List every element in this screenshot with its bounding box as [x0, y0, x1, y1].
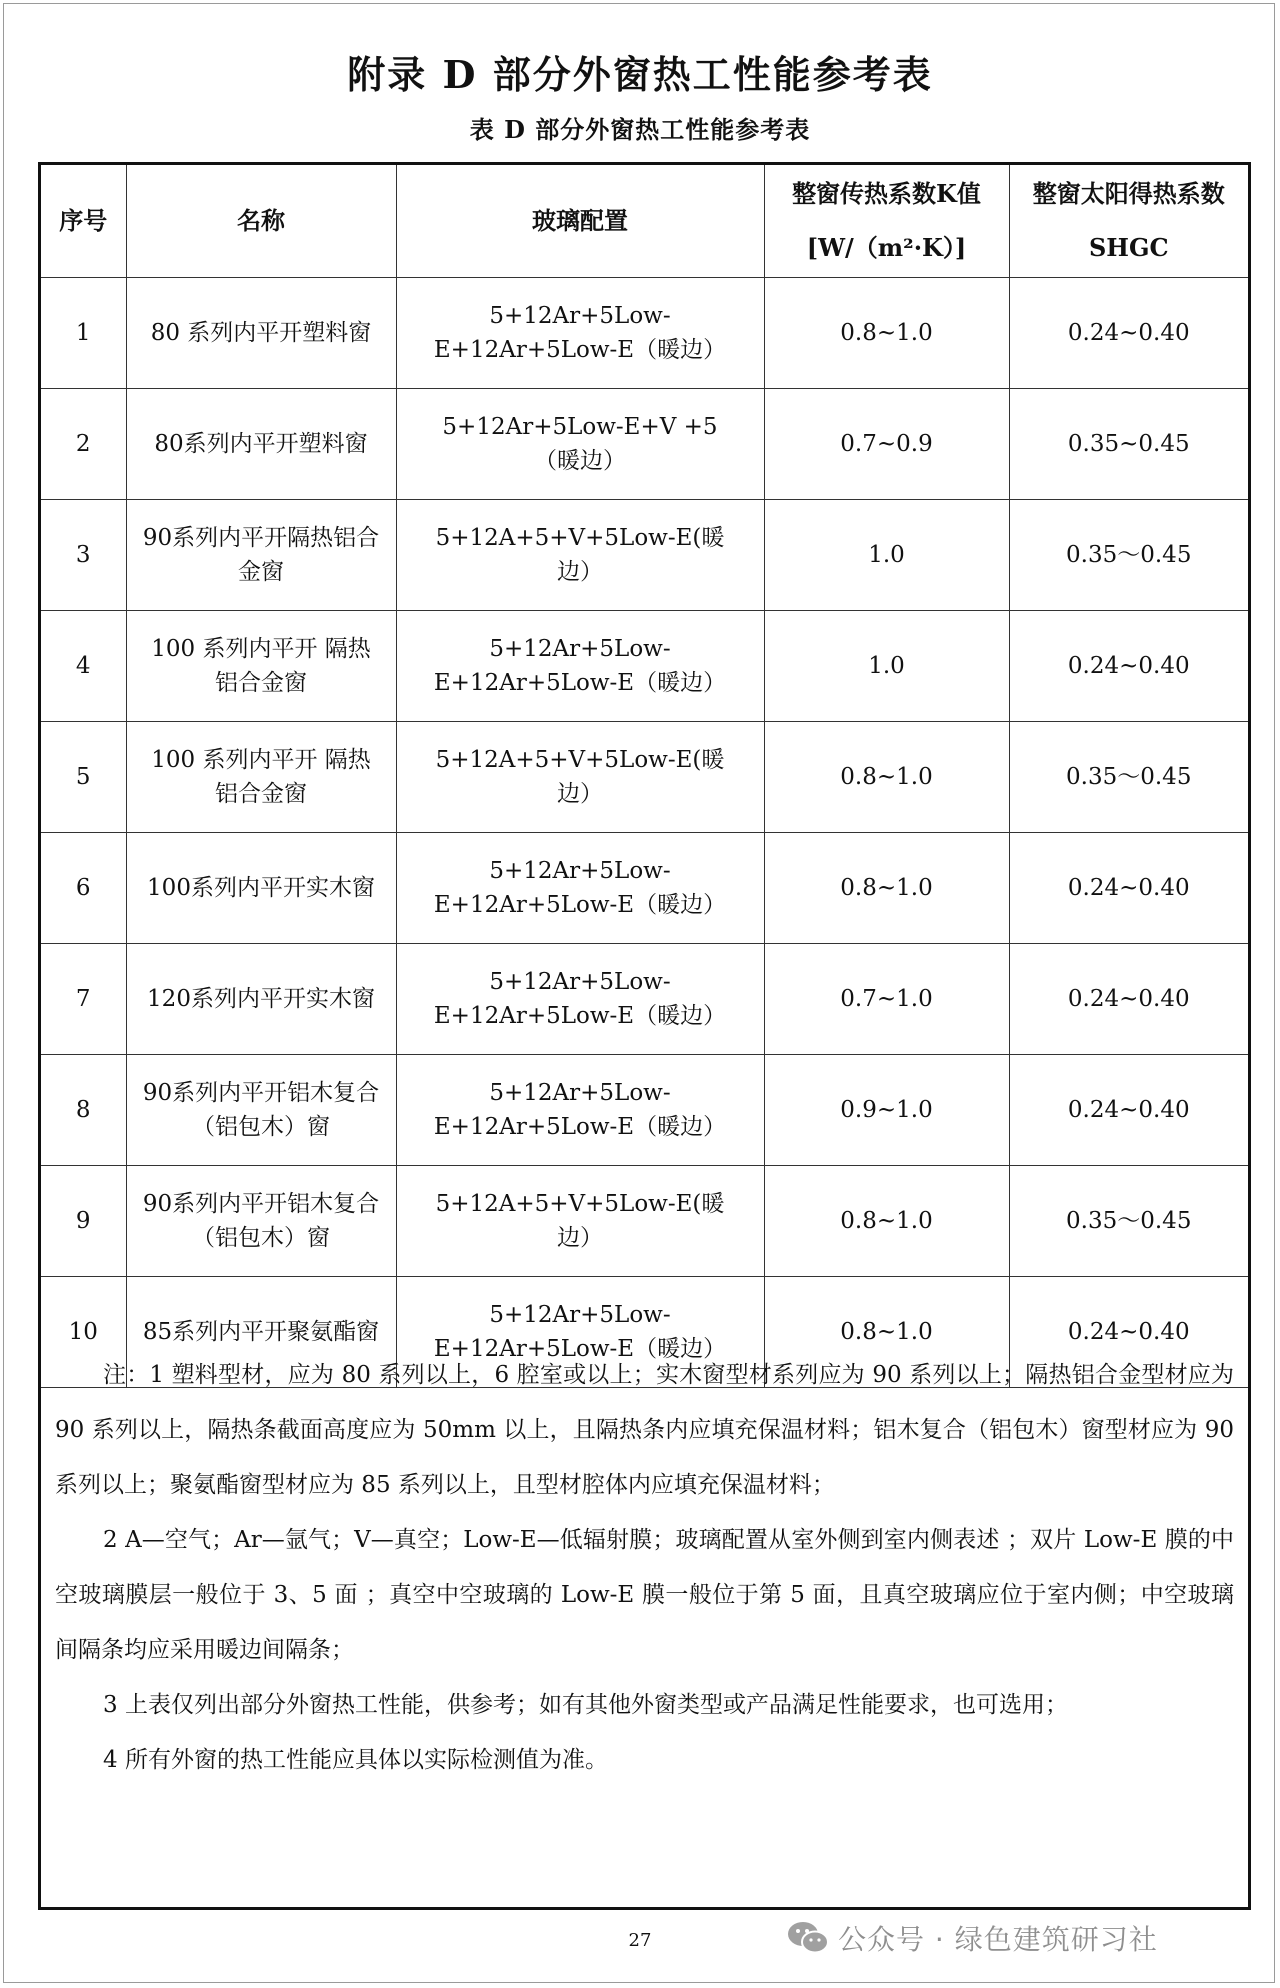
cell-glass-config: 5+12A+5+V+5Low-E(暖边） — [396, 722, 764, 833]
cell-shgc: 0.24~0.40 — [1009, 944, 1248, 1055]
cell-glass-config: 5+12A+5+V+5Low-E(暖边） — [396, 1166, 764, 1277]
cell-glass-config: 5+12A+5+V+5Low-E(暖边） — [396, 500, 764, 611]
note-paragraph: 3 上表仅列出部分外窗热工性能，供参考；如有其他外窗类型或产品满足性能要求，也可选用； — [103, 1692, 1068, 1718]
cell-k-value: 0.7~1.0 — [764, 944, 1009, 1055]
cell-name: 120系列内平开实木窗 — [126, 944, 396, 1055]
cell-shgc: 0.24~0.40 — [1009, 1055, 1248, 1166]
cell-name: 100 系列内平开 隔热铝合金窗 — [126, 722, 396, 833]
cell-shgc: 0.24~0.40 — [1009, 611, 1248, 722]
cell-shgc: 0.24~0.40 — [1009, 833, 1248, 944]
cell-no: 6 — [41, 833, 126, 944]
cell-k-value: 0.8~1.0 — [764, 1166, 1009, 1277]
cell-name: 85系列内平开聚氨酯窗 — [126, 1277, 396, 1388]
cell-k-value: 1.0 — [764, 500, 1009, 611]
cell-name: 80 系列内平开塑料窗 — [126, 278, 396, 389]
header-shgc: 整窗太阳得热系数SHGC — [1009, 165, 1248, 278]
cell-k-value: 0.7~0.9 — [764, 389, 1009, 500]
cell-glass-config: 5+12Ar+5Low-E+12Ar+5Low-E（暖边） — [396, 1277, 764, 1388]
cell-no: 10 — [41, 1277, 126, 1388]
wechat-icon — [786, 1920, 830, 1956]
table-row — [41, 722, 1248, 833]
page-number: 27 — [628, 1930, 652, 1951]
cell-name: 90系列内平开隔热铝合金窗 — [126, 500, 396, 611]
table-header-row — [41, 165, 1248, 278]
cell-no: 4 — [41, 611, 126, 722]
table-row — [41, 1055, 1248, 1166]
table-row — [41, 389, 1248, 500]
table-row — [41, 500, 1248, 611]
cell-no: 8 — [41, 1055, 126, 1166]
cell-shgc: 0.35～0.45 — [1009, 722, 1248, 833]
cell-name: 90系列内平开铝木复合（铝包木）窗 — [126, 1055, 396, 1166]
header-glass-config: 玻璃配置 — [396, 165, 764, 278]
cell-glass-config: 5+12Ar+5Low-E+12Ar+5Low-E（暖边） — [396, 833, 764, 944]
table-row — [41, 833, 1248, 944]
table-row — [41, 1166, 1248, 1277]
cell-shgc: 0.35～0.45 — [1009, 1166, 1248, 1277]
cell-shgc: 0.35～0.45 — [1009, 500, 1248, 611]
cell-name: 90系列内平开铝木复合（铝包木）窗 — [126, 1166, 396, 1277]
cell-k-value: 0.9~1.0 — [764, 1055, 1009, 1166]
cell-name: 100系列内平开实木窗 — [126, 833, 396, 944]
cell-shgc: 0.35~0.45 — [1009, 389, 1248, 500]
cell-shgc: 0.24~0.40 — [1009, 1277, 1248, 1388]
note-paragraph: 注：1 塑料型材，应为 80 系列以上，6 腔室或以上；实木窗型材系列应为 90 系列以上；隔热铝合金型材应为 90 系列以上，隔热条截面高度应为 50mm 以上，且隔热条内应填充保温材料；铝木复合（铝包木）窗型材应为 90 系列以上；聚氨酯窗型材应为 85 系列以上，且型材腔体内应填充保温材料； — [55, 1362, 1234, 1498]
watermark — [786, 1916, 1158, 1960]
cell-shgc: 0.24~0.40 — [1009, 278, 1248, 389]
table-grid — [41, 165, 1248, 1388]
cell-no: 7 — [41, 944, 126, 1055]
cell-name: 100 系列内平开 隔热铝合金窗 — [126, 611, 396, 722]
table-caption: 表 D 部分外窗热工性能参考表 — [469, 115, 811, 144]
cell-glass-config: 5+12Ar+5Low-E+V +5（暖边） — [396, 389, 764, 500]
page-title: 附录 D 部分外窗热工性能参考表 — [347, 52, 933, 97]
thermal-performance-table — [38, 162, 1251, 1910]
header-name: 名称 — [126, 165, 396, 278]
cell-no: 3 — [41, 500, 126, 611]
cell-name: 80系列内平开塑料窗 — [126, 389, 396, 500]
cell-no: 5 — [41, 722, 126, 833]
table-notes — [41, 1348, 1248, 1788]
note-paragraph: 4 所有外窗的热工性能应具体以实际检测值为准。 — [103, 1747, 608, 1773]
cell-k-value: 0.8~1.0 — [764, 278, 1009, 389]
cell-k-value: 0.8~1.0 — [764, 833, 1009, 944]
cell-glass-config: 5+12Ar+5Low-E+12Ar+5Low-E（暖边） — [396, 944, 764, 1055]
cell-no: 2 — [41, 389, 126, 500]
cell-k-value: 0.8~1.0 — [764, 1277, 1009, 1388]
header-no: 序号 — [41, 165, 126, 278]
table-row — [41, 611, 1248, 722]
table-row — [41, 278, 1248, 389]
note-paragraph: 2 A—空气；Ar—氩气；V—真空；Low-E—低辐射膜；玻璃配置从室外侧到室内侧表述 ；双片 Low-E 膜的中空玻璃膜层一般位于 3、5 面 ；真空中空玻璃的 Low-E 膜一般位于第 5 面，且真空玻璃应位于室内侧；中空玻璃间隔条均应采用暖边间隔条； — [55, 1527, 1234, 1663]
cell-glass-config: 5+12Ar+5Low-E+12Ar+5Low-E（暖边） — [396, 611, 764, 722]
cell-k-value: 0.8~1.0 — [764, 722, 1009, 833]
cell-k-value: 1.0 — [764, 611, 1009, 722]
cell-glass-config: 5+12Ar+5Low-E+12Ar+5Low-E（暖边） — [396, 1055, 764, 1166]
header-k-value: 整窗传热系数K值 [W/（m²·K）] — [764, 165, 1009, 278]
cell-no: 1 — [41, 278, 126, 389]
cell-no: 9 — [41, 1166, 126, 1277]
table-row — [41, 944, 1248, 1055]
cell-glass-config: 5+12Ar+5Low-E+12Ar+5Low-E（暖边） — [396, 278, 764, 389]
watermark-text: 公众号 · 绿色建筑研习社 — [838, 1923, 1158, 1956]
